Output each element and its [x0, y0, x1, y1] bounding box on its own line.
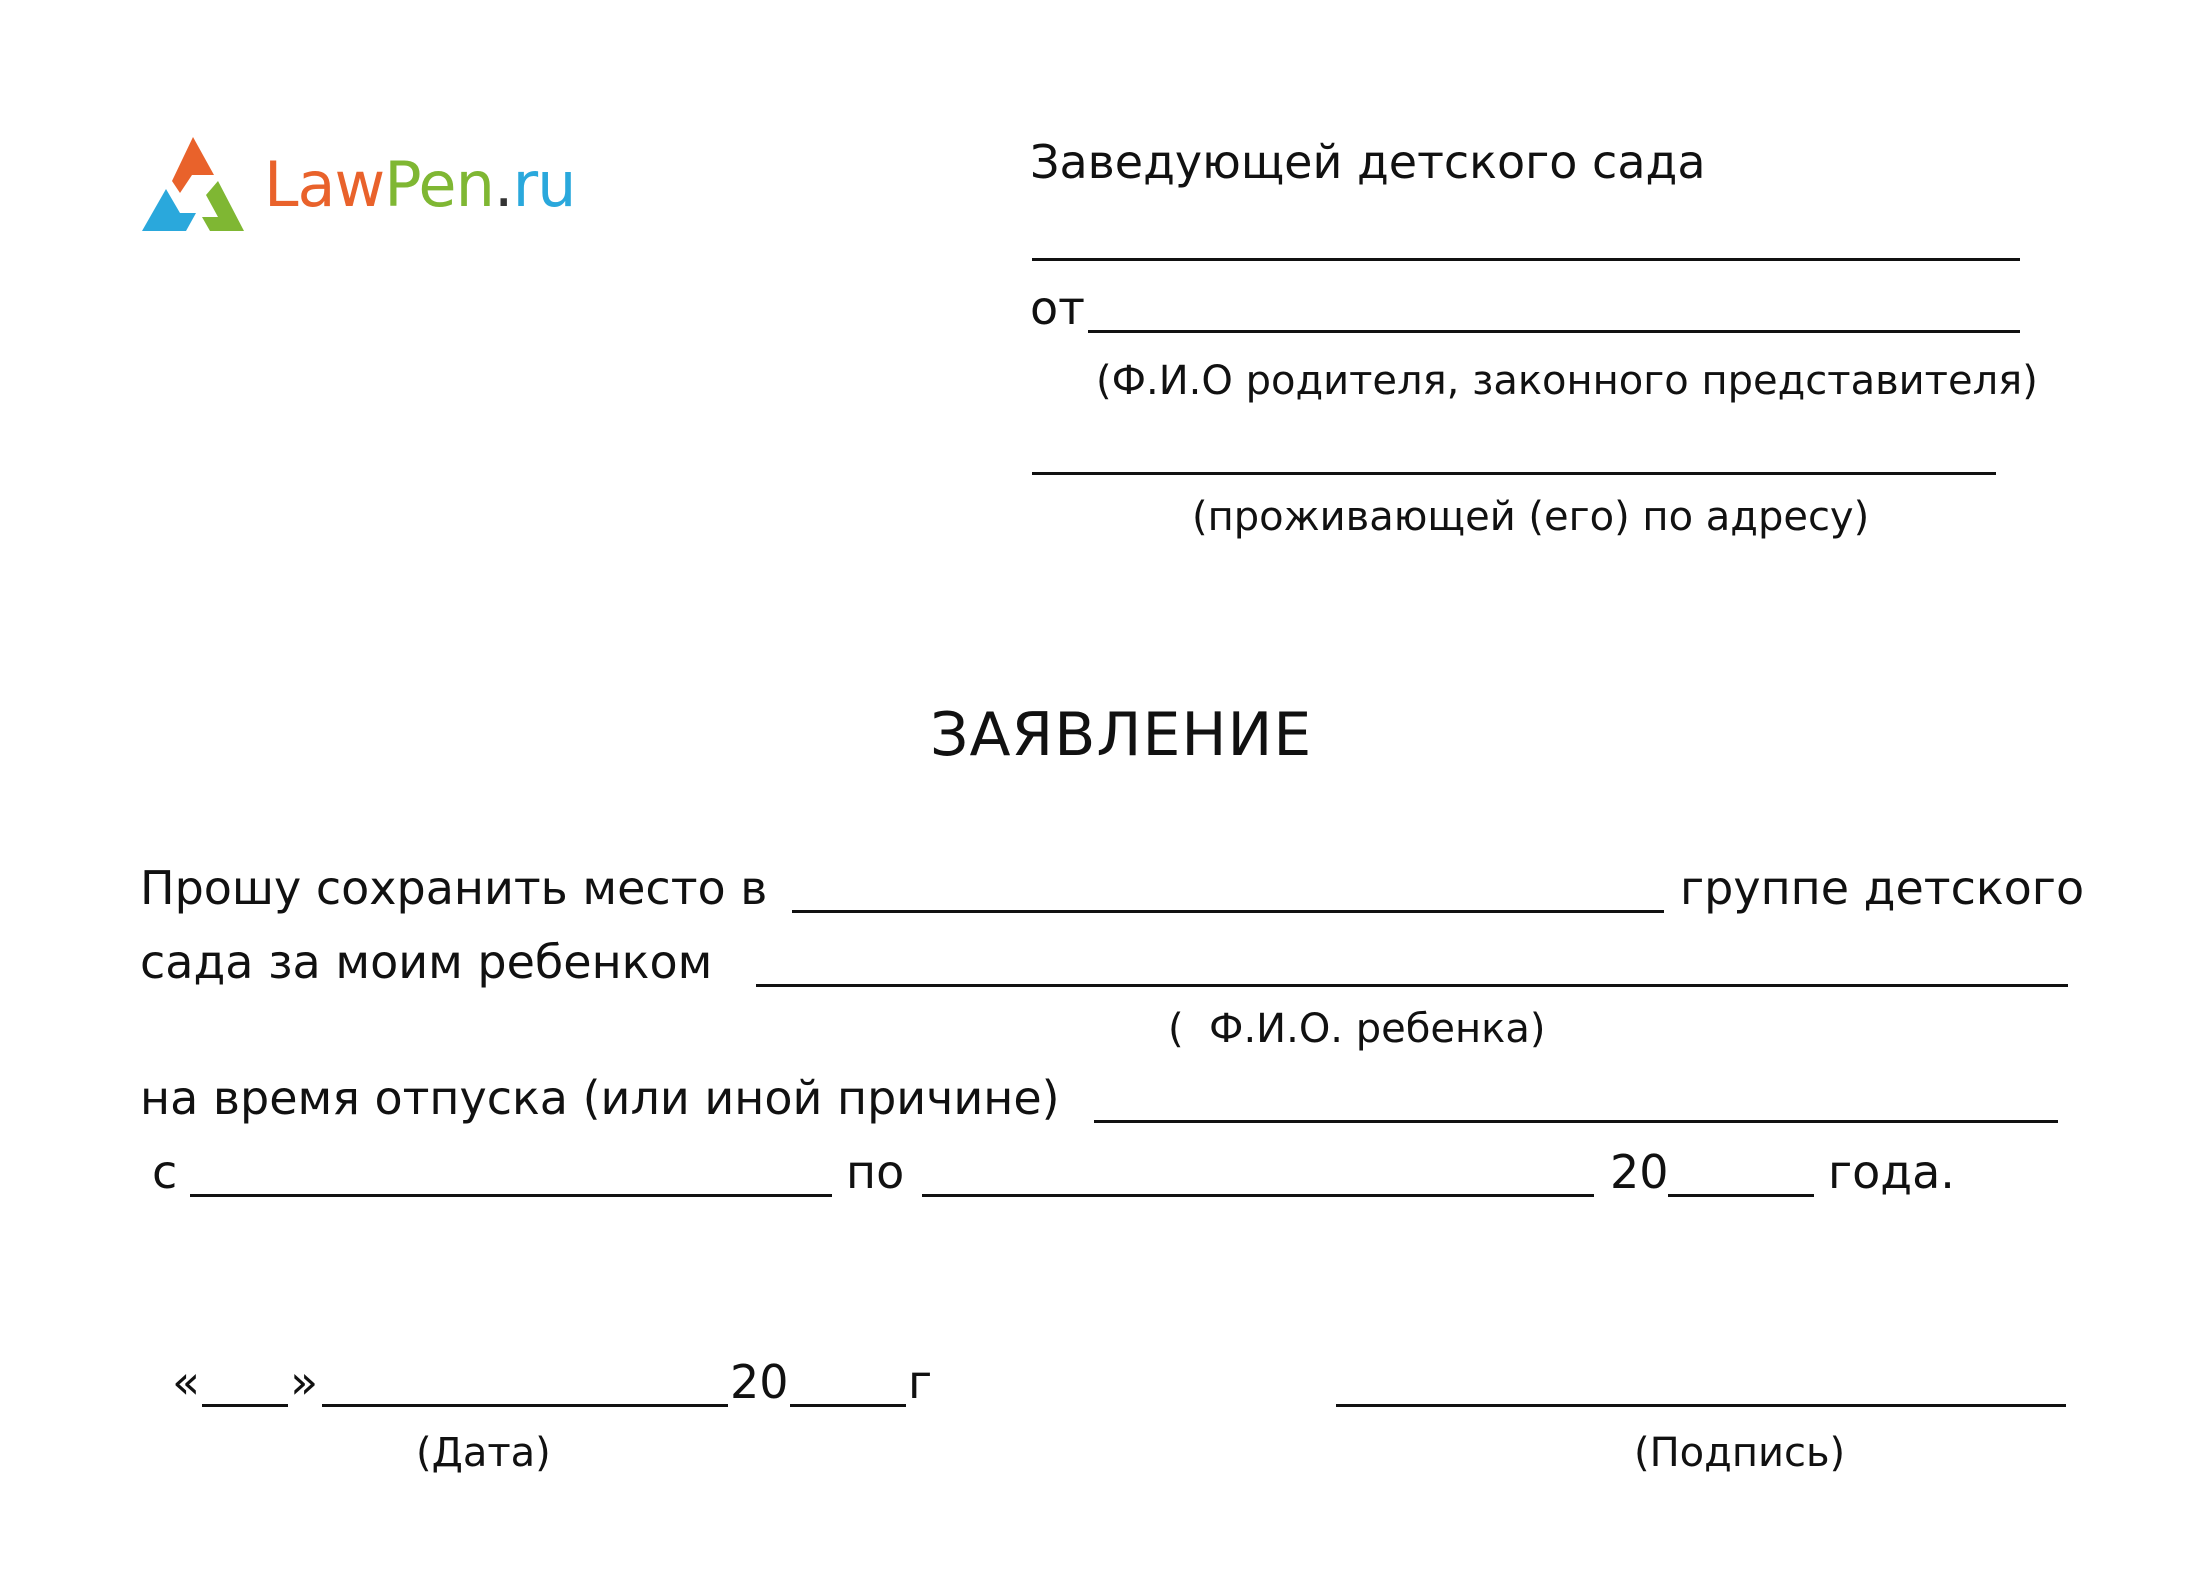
date-year-prefix: 20 [730, 1355, 789, 1409]
child-line-start: сада за моим ребенком [140, 935, 713, 989]
group-name-blank[interactable] [792, 910, 1664, 913]
logo-ru-text: ru [512, 148, 576, 221]
kindergarten-name-blank[interactable] [1032, 258, 2020, 261]
request-line-start: Прошу сохранить место в [140, 861, 768, 915]
period-to-label: по [846, 1145, 905, 1199]
lawpen-wordmark [264, 145, 575, 225]
period-year-blank[interactable] [1668, 1194, 1814, 1197]
lawpen-triangle-icon [140, 135, 246, 235]
from-label: от [1030, 281, 1085, 335]
date-month-blank[interactable] [322, 1404, 728, 1407]
date-day-blank[interactable] [202, 1404, 288, 1407]
logo-pen-text: Pen [384, 148, 494, 221]
address-blank[interactable] [1032, 472, 1996, 475]
period-from-label: с [152, 1145, 178, 1199]
date-open-quote: « [172, 1355, 201, 1409]
period-year-suffix: года. [1828, 1145, 1955, 1199]
child-name-blank[interactable] [756, 984, 2068, 987]
lawpen-logo [140, 135, 640, 235]
logo-law-text: Law [264, 148, 385, 221]
date-close-quote: » [290, 1355, 319, 1409]
parent-name-blank[interactable] [1088, 330, 2020, 333]
document-title: ЗАЯВЛЕНИЕ [930, 700, 1313, 770]
date-year-suffix: г [908, 1355, 933, 1409]
signature-blank[interactable] [1336, 1404, 2066, 1407]
date-caption: (Дата) [416, 1430, 551, 1476]
period-year-prefix: 20 [1610, 1145, 1669, 1199]
period-from-blank[interactable] [190, 1194, 832, 1197]
addressee-line: Заведующей детского сада [1030, 135, 1706, 189]
child-name-caption: ( Ф.И.О. ребенка) [1168, 1006, 1546, 1052]
parent-name-caption: (Ф.И.О родителя, законного представителя) [1096, 358, 2038, 404]
reason-blank[interactable] [1094, 1120, 2058, 1123]
reason-line-start: на время отпуска (или иной причине) [140, 1071, 1060, 1125]
address-caption: (проживающей (его) по адресу) [1192, 494, 1870, 540]
logo-dot-text: . [493, 148, 513, 221]
signature-caption: (Подпись) [1634, 1430, 1846, 1476]
request-line-end: группе детского [1680, 861, 2085, 915]
period-to-blank[interactable] [922, 1194, 1594, 1197]
date-year-blank[interactable] [790, 1404, 906, 1407]
